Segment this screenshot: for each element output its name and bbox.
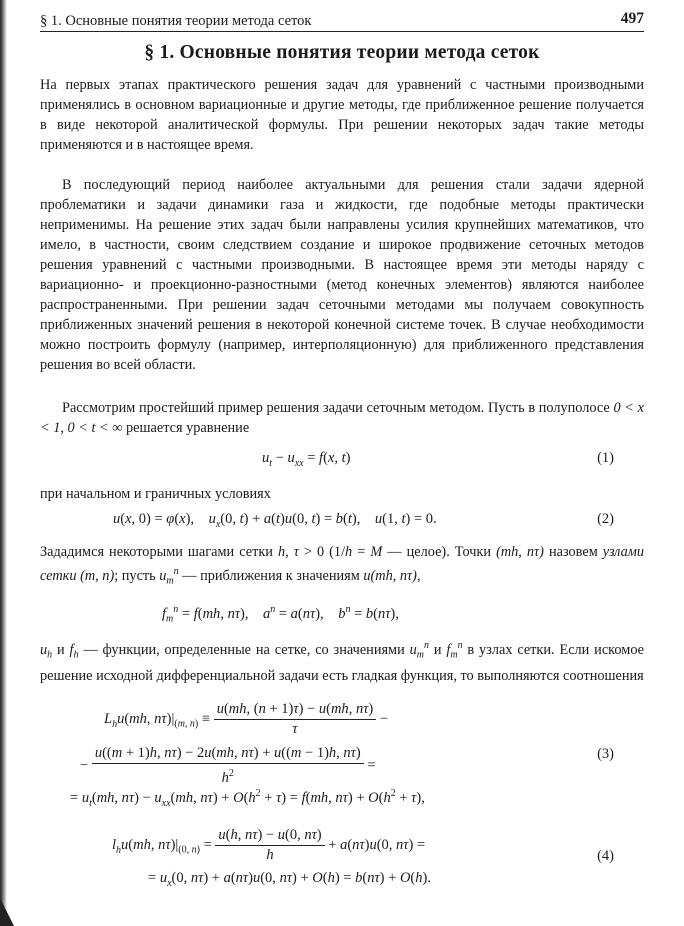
equation-1: $u_t - u_{xx} = f(x$, t) (1) bbox=[262, 450, 614, 469]
running-header bbox=[40, 10, 644, 32]
paragraph-6: $u_h$ и $f_h$ — функции, определенные на сетке, со значениями $u_m^n$ и $f_m^n$ в узлах сетки. Если искомое решение исходной дифференциальной задачи есть гладкая функция, то выполняются соотношения bbox=[40, 640, 644, 684]
section-title: § 1. Основные понятия теории метода сеток bbox=[144, 42, 540, 63]
domain-math: 0 < x < 1, 0 < t < ∞ bbox=[40, 400, 644, 436]
page-number: 497 bbox=[620, 10, 644, 27]
header-rule bbox=[40, 31, 644, 32]
equation-1-number: (1) bbox=[597, 450, 614, 466]
page-edge-shadow bbox=[0, 0, 7, 926]
equation-4: $l_hu(mh$, $n\tau)|_{(0, n)}$ = $\frac{u(h, n\tau) - u(0, n\tau)}{h}$ + a(nτ)u(0, nτ) = (4) = $u_x(0$, nτ) + a(nτ)u(0, nτ) + O(h) = b(nτ) + O(h). bbox=[112, 827, 614, 889]
paragraph-3: Рассмотрим простейший пример решения задачи сеточным методом. Пусть в полуполосе 0 < x < 1, 0 < t < ∞ решается уравнение bbox=[40, 400, 644, 436]
equation-2: u(x, 0) = φ(x), $u_x(0$, t) + a(t)u(0, t) = b(t), u(1, t) = 0. (2) bbox=[113, 511, 614, 530]
equation-3-number: (3) bbox=[597, 746, 614, 762]
paragraph-5: Зададимся некоторыми шагами сетки h, τ > 0 (1/h = M — целое). Точки (mh, nτ) назовем узлами сетки (m, n); пусть $u_m^n$ — приближения к значениям u(mh, nτ), bbox=[40, 544, 644, 587]
paragraph-4: при начальном и граничных условиях bbox=[40, 486, 271, 502]
equation-3: $L_hu(mh$, $n\tau)|_{(m, n)}$ ≡ $\frac{u(mh, (n + 1)\tau) - u(mh, n\tau)}{\tau}$ − − $\frac{u((m + 1)h, n\tau) - 2u(mh, n\tau) + u((m - 1)h, n\tau)}{h^2}$ = (3) = $u_t(mh$, $n\tau) - u_{xx}(mh$, $n\tau) + O(h^2 + \tau) = f(mh$, $n\tau) + O(h^2 + \tau)$, bbox=[70, 701, 614, 809]
page-corner-shadow bbox=[0, 898, 14, 926]
equation-2-number: (2) bbox=[597, 511, 614, 527]
paragraph-2: В последующий период наиболее актуальными для решения стали задачи ядерной проблематики и задачи динамики газа и жидкости, где подобные методы практически неприменимы. На решение этих задач были направлены усилия крупнейших математиков, что имело, в частности, своим следствием создание и широкое продвижение сеточных методов решения уравнений с частными производными. В настоящее время эти методы наряду с вариационно- и проекционно-разностными (метод конечных элементов) являются наиболее распространенными. При решении задач сеточными методами мы получаем совокупность приближенных значений решения в некоторой конечной системе точек. В случае необходимости можно построить формулу (например, интерполяционную) для приближенного представления решения во всей области. bbox=[40, 177, 644, 373]
running-header-section: § 1. Основные понятия теории метода сеток bbox=[40, 13, 312, 29]
paragraph-1: На первых этапах практического решения задач для уравнений с частными производными применялись в основном вариационные и другие методы, где приближенное решение получается в виде некоторой аналитической формулы. При решении некоторых задач такие методы применяются и в настоящее время. bbox=[40, 77, 644, 153]
equation-4-number: (4) bbox=[597, 848, 614, 864]
equation-grid-definitions: $f_m^n = f(mh$, nτ), $a^n = a(n\tau)$, $b^n = b(n\tau)$, bbox=[162, 604, 399, 625]
